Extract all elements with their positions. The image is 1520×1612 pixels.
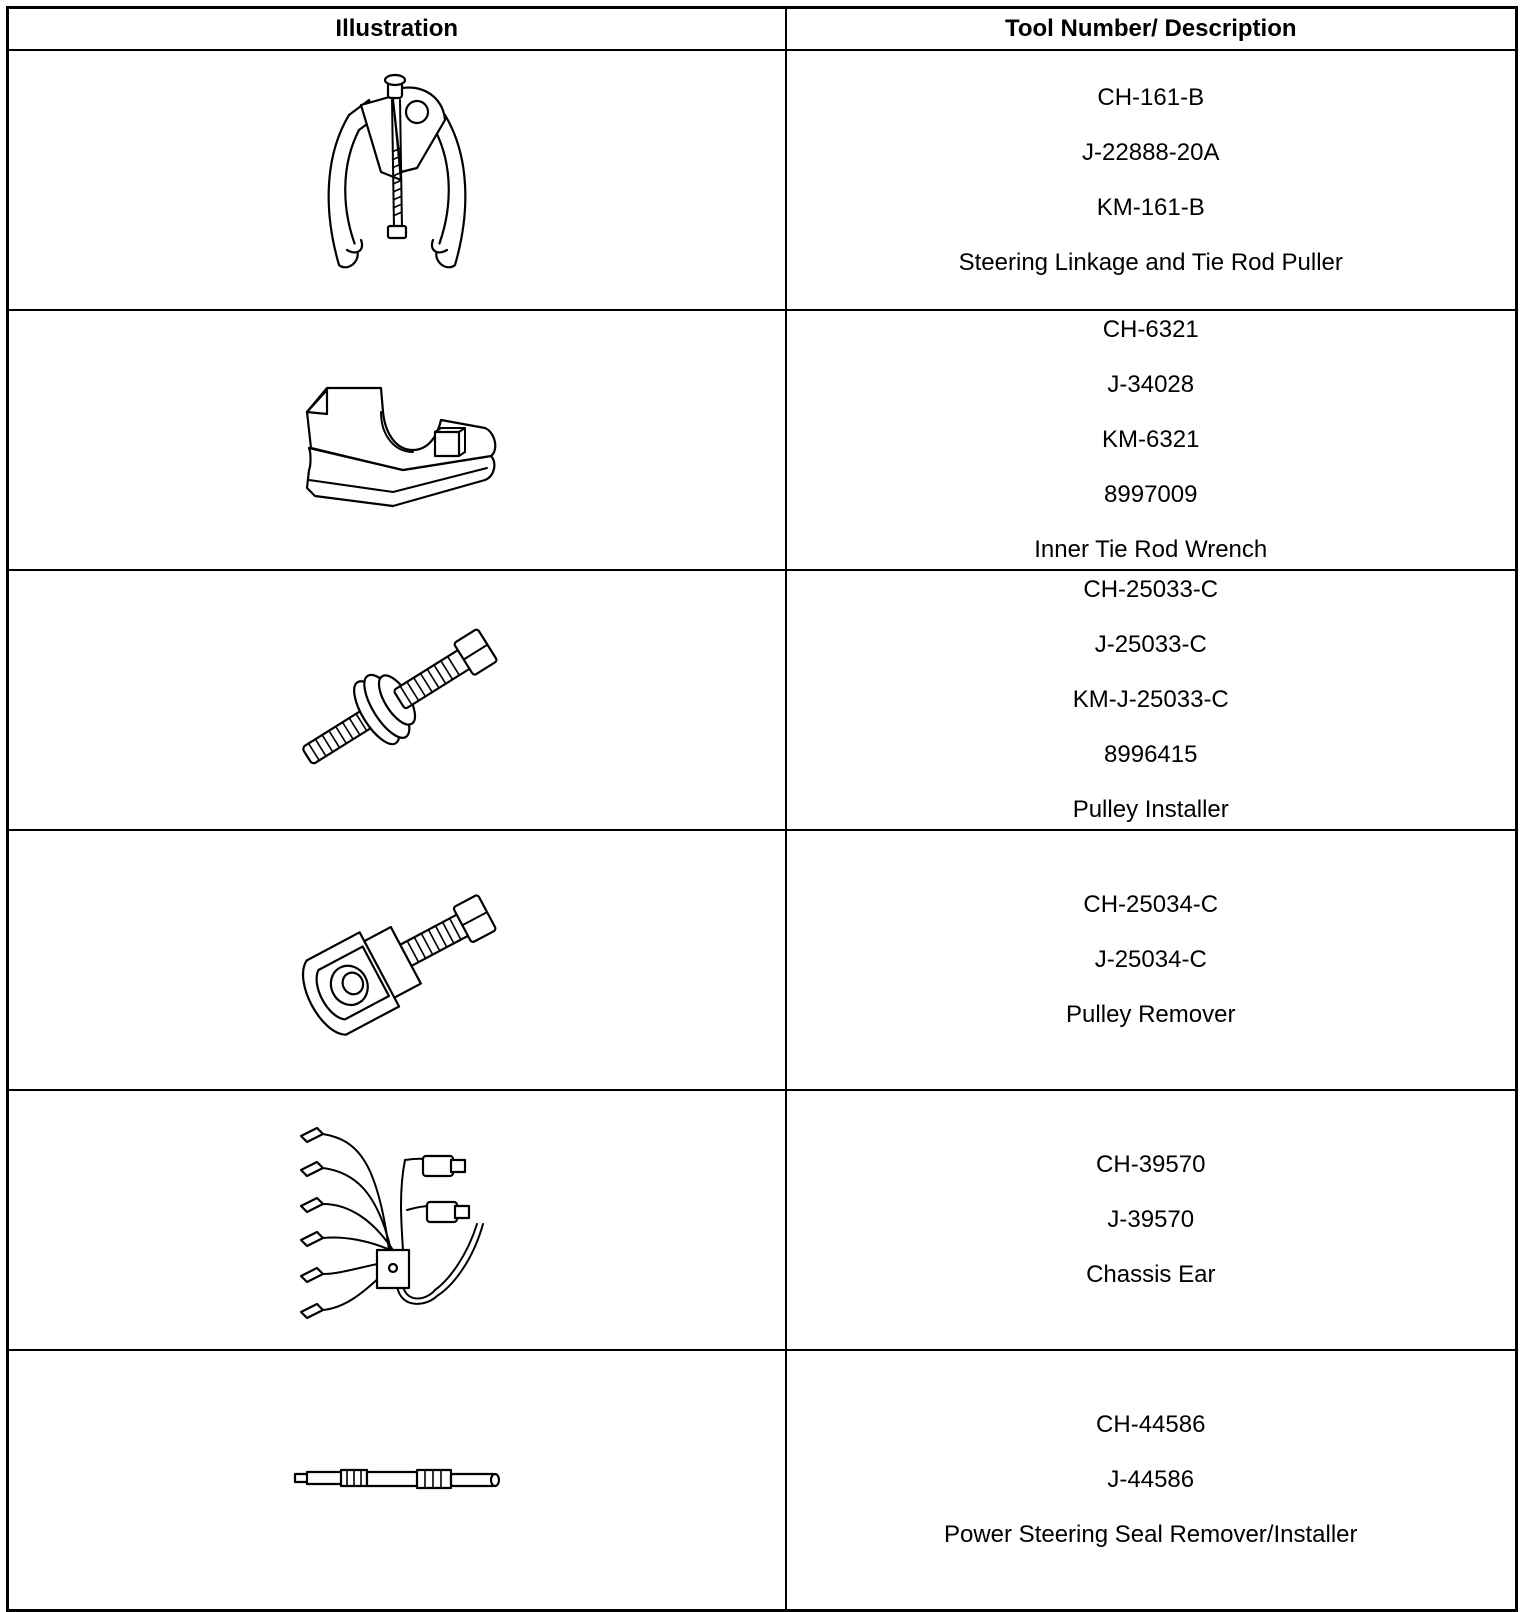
table-row	[8, 1350, 1517, 1611]
table-row	[8, 830, 1517, 1090]
pulley-installer-icon	[277, 580, 517, 820]
illustration-cell	[8, 310, 786, 570]
description-cell	[786, 1350, 1517, 1611]
tool-number: J-44586	[1107, 1466, 1195, 1493]
tool-number: J-25033-C	[1094, 631, 1207, 658]
illustration-cell	[8, 50, 786, 310]
tool-number: CH-161-B	[1097, 83, 1205, 111]
description-cell	[786, 50, 1517, 310]
chassis-ear-icon	[277, 1100, 517, 1340]
table-row	[8, 1090, 1517, 1350]
tool-number: J-39570	[1107, 1206, 1195, 1233]
tie-rod-puller-icon	[277, 60, 517, 300]
illustration-cell	[8, 570, 786, 830]
tool-number: CH-25033-C	[1083, 576, 1219, 603]
description-header: Tool Number/ Description	[786, 8, 1517, 51]
tool-number: CH-25034-C	[1083, 891, 1219, 918]
seal-remover-installer-icon	[277, 1360, 517, 1600]
tool-number: J-22888-20A	[1082, 138, 1220, 166]
tool-number: 8996415	[1104, 741, 1198, 768]
header-row	[8, 8, 1517, 51]
inner-tie-rod-wrench-icon	[277, 320, 517, 560]
tool-description: Steering Linkage and Tie Rod Puller	[958, 248, 1343, 276]
table-row	[8, 310, 1517, 570]
table-row	[8, 50, 1517, 310]
tool-description: Pulley Remover	[1066, 1001, 1236, 1028]
tool-number: J-25034-C	[1094, 946, 1207, 973]
tool-number: KM-6321	[1102, 426, 1200, 453]
pulley-remover-icon	[277, 840, 517, 1080]
description-cell	[786, 1090, 1517, 1350]
description-cell	[786, 310, 1517, 570]
tool-number: CH-6321	[1102, 316, 1199, 343]
tool-number: 8997009	[1104, 481, 1198, 508]
illustration-header: Illustration	[8, 8, 786, 51]
tool-description: Pulley Installer	[1072, 796, 1229, 823]
tool-number: CH-39570	[1096, 1151, 1206, 1178]
tool-description: Power Steering Seal Remover/Installer	[943, 1521, 1358, 1548]
tool-description: Chassis Ear	[1086, 1261, 1216, 1288]
tool-number: KM-J-25033-C	[1072, 686, 1229, 713]
tool-number: CH-44586	[1096, 1411, 1206, 1438]
tool-number: KM-161-B	[1096, 193, 1205, 221]
illustration-cell	[8, 1350, 786, 1611]
tool-description: Inner Tie Rod Wrench	[1034, 536, 1268, 563]
illustration-cell	[8, 830, 786, 1090]
illustration-cell	[8, 1090, 786, 1350]
special-tools-table	[6, 6, 1518, 1612]
table-row	[8, 570, 1517, 830]
tool-number: J-34028	[1107, 371, 1195, 398]
description-cell	[786, 570, 1517, 830]
description-cell	[786, 830, 1517, 1090]
